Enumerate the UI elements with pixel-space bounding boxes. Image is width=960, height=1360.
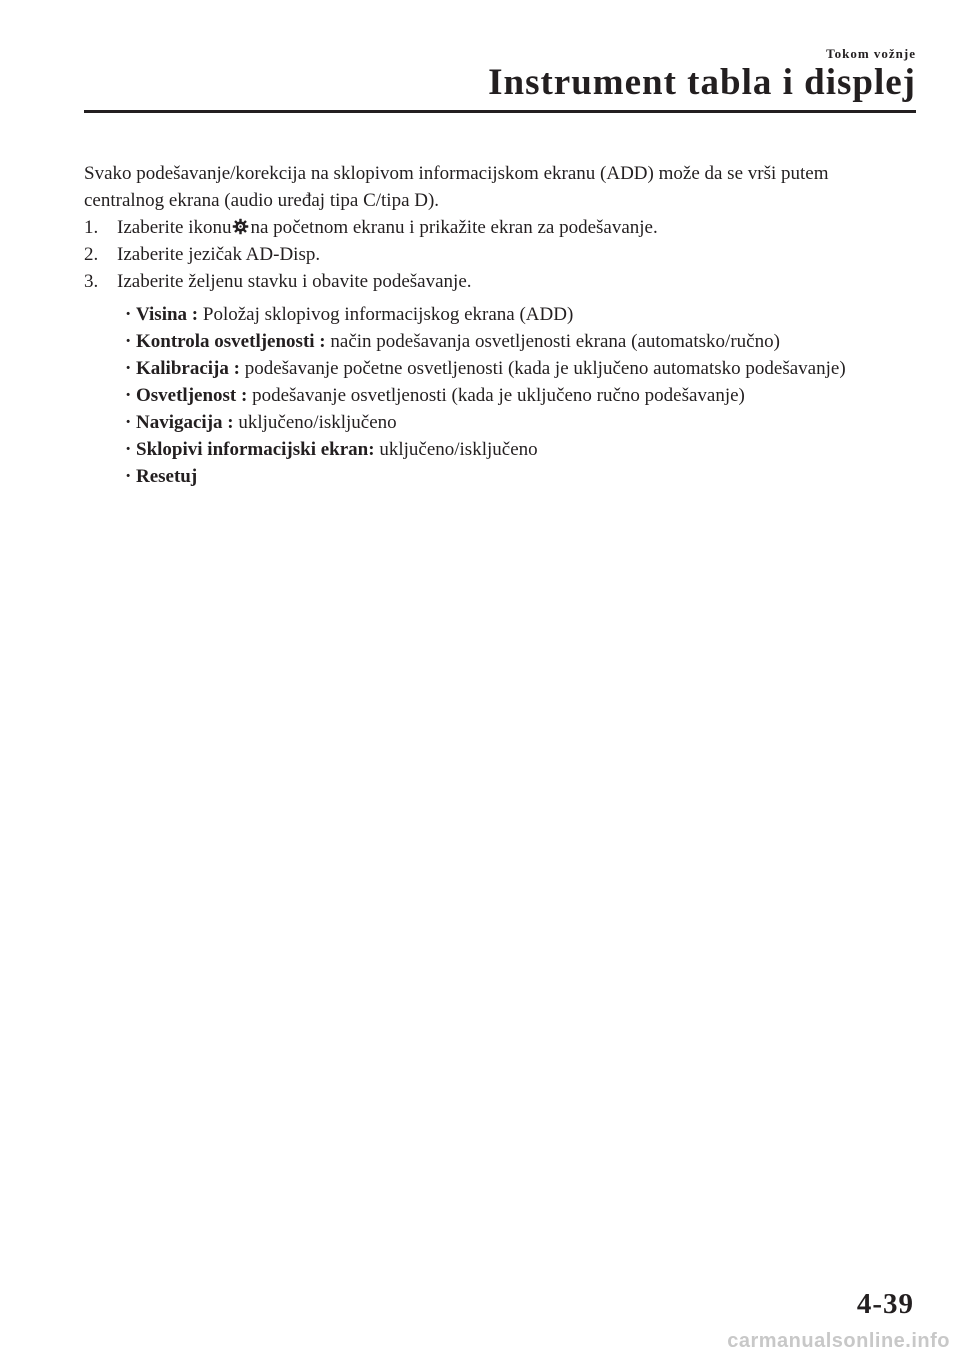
- option-item-osvetljenost: [125, 382, 904, 409]
- step-number: 2.: [84, 244, 99, 265]
- bullet: ·: [125, 439, 132, 460]
- bullet: ·: [125, 304, 132, 325]
- bullet: ·: [125, 412, 132, 433]
- steps-list: [84, 214, 904, 295]
- option-desc: Položaj sklopivog informacijskog ekrana (ADD): [202, 304, 574, 325]
- step-number: 1.: [84, 217, 99, 238]
- header-rule: [84, 110, 916, 113]
- option-item-sklopivi-informacijski-ekran: [125, 436, 904, 463]
- page-content: [84, 160, 904, 490]
- gear-icon: [232, 216, 249, 233]
- option-item-resetuj: [125, 463, 904, 490]
- step-text-after-icon: na početnom ekranu i prikažite ekran za podešavanje.: [250, 217, 658, 238]
- option-desc: uključeno/isključeno: [379, 439, 538, 460]
- step-number: 3.: [84, 271, 99, 292]
- option-term: Osvetljenost :: [136, 385, 248, 406]
- option-term: Resetuj: [136, 466, 198, 487]
- intro-paragraph: Svako podešavanje/korekcija na sklopivom informacijskom ekranu (ADD) može da se vrši putem centralnog ekrana (audio uređaj tipa C/tipa D).: [84, 163, 829, 211]
- section-label: Tokom vožnje: [826, 46, 916, 61]
- step-text: [117, 214, 658, 241]
- option-desc: uključeno/isključeno: [238, 412, 397, 433]
- step-text-before-icon: Izaberite ikonu: [117, 217, 232, 238]
- bullet: ·: [125, 466, 132, 487]
- step-text: Izaberite željenu stavku i obavite podešavanje.: [117, 271, 472, 292]
- step-item: [84, 268, 904, 295]
- bullet: ·: [125, 358, 132, 379]
- chapter-title: Instrument tabla i displej: [488, 62, 916, 103]
- option-desc: podešavanje početne osvetljenosti (kada je uključeno automatsko podešavanje): [244, 358, 846, 379]
- option-item-kontrola-osvetljenosti: [125, 328, 904, 355]
- option-item-kalibracija: [125, 355, 904, 382]
- step-text: Izaberite jezičak AD-Disp.: [117, 244, 321, 265]
- step-item: [84, 241, 904, 268]
- option-item-navigacija: [125, 409, 904, 436]
- option-term: Visina :: [136, 304, 199, 325]
- bullet: ·: [125, 331, 132, 352]
- option-term: Sklopivi informacijski ekran:: [136, 439, 375, 460]
- option-term: Navigacija :: [136, 412, 234, 433]
- option-item-visina: [125, 301, 904, 328]
- step-item: [84, 214, 904, 241]
- option-desc: podešavanje osvetljenosti (kada je uključeno ručno podešavanje): [252, 385, 745, 406]
- page-number: 4-39: [856, 1288, 914, 1320]
- bullet: ·: [125, 385, 132, 406]
- option-term: Kontrola osvetljenosti :: [136, 331, 326, 352]
- option-desc: način podešavanja osvetljenosti ekrana (automatsko/ručno): [330, 331, 780, 352]
- options-list: [84, 301, 904, 490]
- option-term: Kalibracija :: [136, 358, 240, 379]
- watermark-text: carmanualsonline.info: [727, 1330, 950, 1352]
